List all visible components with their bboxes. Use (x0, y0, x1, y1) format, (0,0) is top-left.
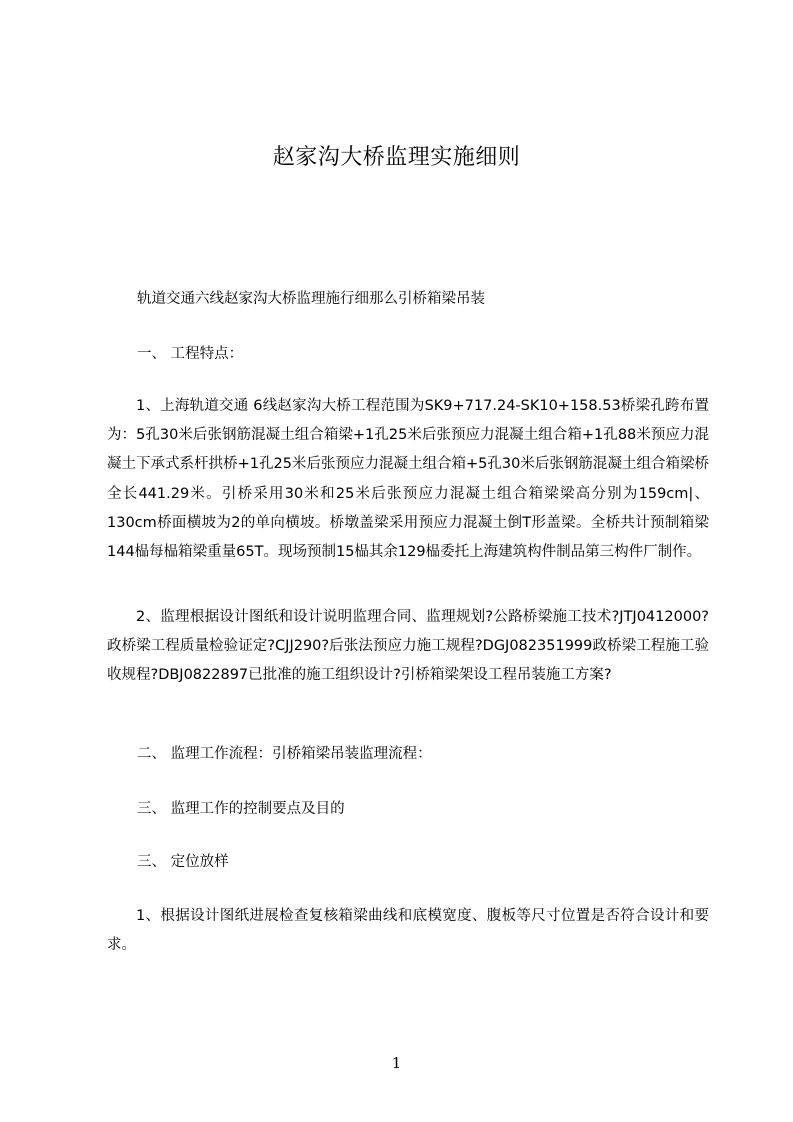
section-heading-2: 二、 监理工作流程：引桥箱梁吊装监理流程： (137, 746, 432, 762)
paragraph-1-text: 1、上海轨道交通 6线赵家沟大桥工程范围为SK9+717.24-SK10+158.53桥梁孔跨布置为：5孔30米后张钢筋混凝土组合箱梁+1孔25米后张预应力混凝土组合箱+1孔88米预应力混凝土下承式系杆拱桥+1孔25米后张预应力混凝土组合箱+5孔30米后张钢筋混凝土组合箱梁桥全长441.29米。引桥采用30米和25米后张预应力混凝土组合箱梁梁高分别为159cm|、130cm桥面横坡为2的单向横坡。桥墩盖梁采用预应力混凝土倒T形盖梁。全桥共计预制箱梁144榀每榀箱梁重量65T。现场预制15榀其余129榀委托上海建筑构件制品第三构件厂制作。 (107, 398, 709, 561)
paragraph-3-text: 1、根据设计图纸进展检查复核箱梁曲线和底模宽度、腹板等尺寸位置是否符合设计和要求。 (107, 908, 709, 954)
section-heading-3b: 三、 定位放样 (137, 854, 229, 870)
paragraph-2 (107, 603, 709, 691)
paragraph-1 (107, 392, 709, 567)
paragraph-3 (107, 902, 709, 960)
paragraph-2-text: 2、监理根据设计图纸和设计说明监理合同、监理规划?公路桥梁施工技术?JTJ0412000?政桥梁工程质量检验证定?CJJ290?后张法预应力施工规程?DGJ082351999政桥梁工程施工验收规程?DBJ0822897已批准的施工组织设计?引桥箱梁架设工程吊装施工方案? (107, 609, 709, 684)
document-title: 赵家沟大桥监理实施细则 (272, 145, 521, 170)
section-heading-1: 一、 工程特点： (137, 346, 244, 362)
section-heading-3: 三、 监理工作的控制要点及目的 (137, 801, 345, 817)
document-subtitle: 轨道交通六线赵家沟大桥监理施行细那么引桥箱梁吊装 (137, 291, 485, 307)
page-number: 1 (391, 1054, 402, 1072)
